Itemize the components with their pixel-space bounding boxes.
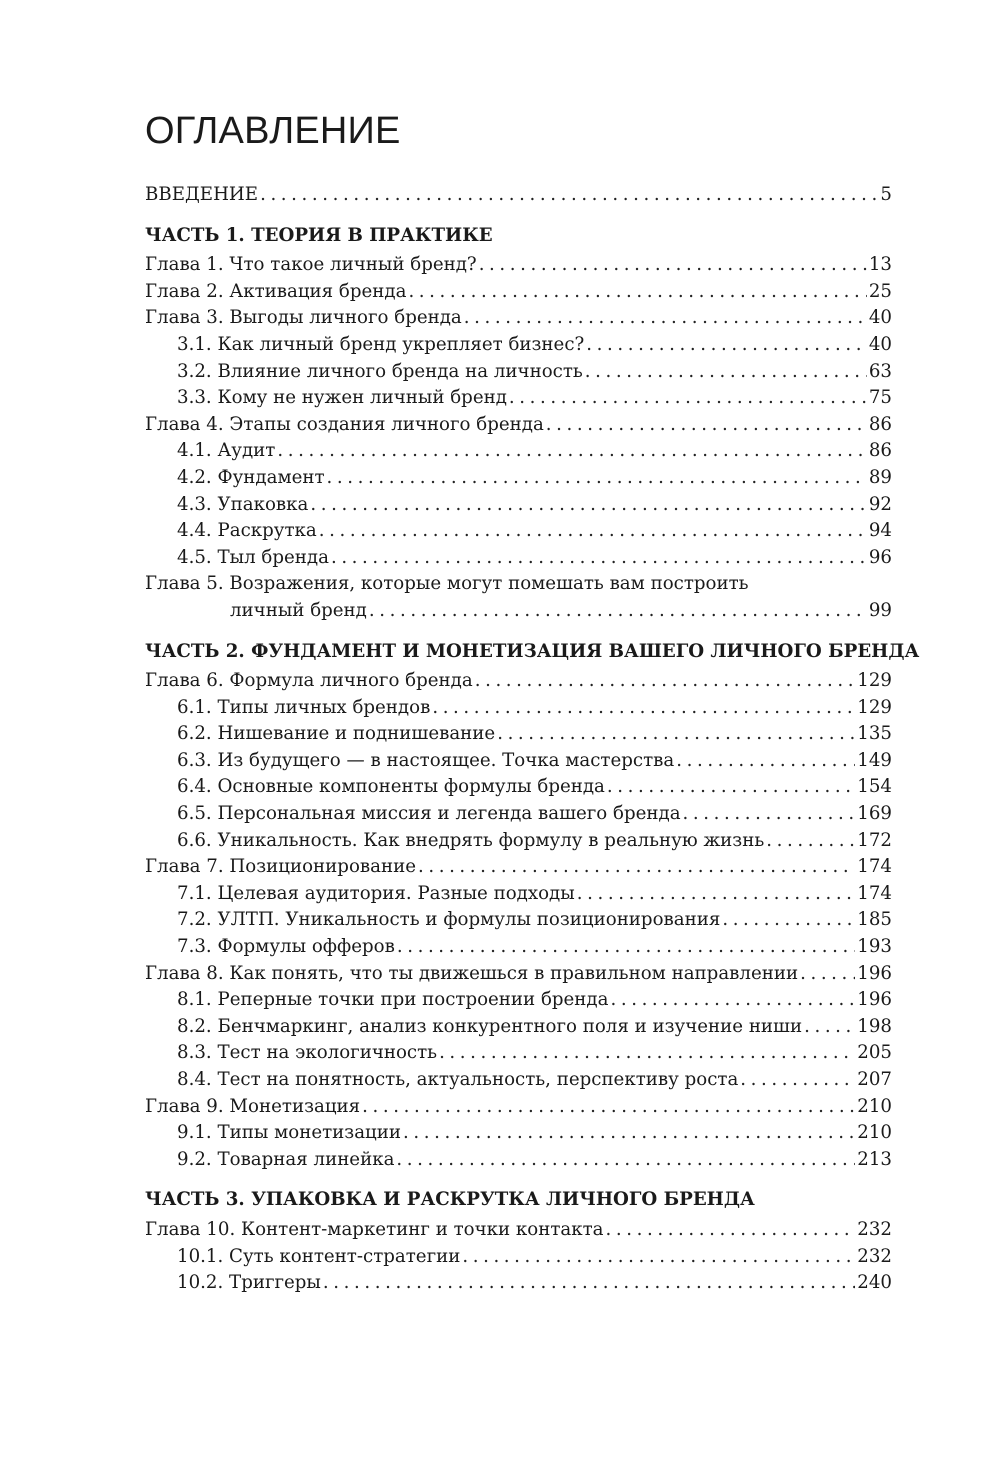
toc-entry-label: 6.6. Уникальность. Как внедрять формулу в реальную жизнь — [177, 829, 765, 851]
toc-entry-page: 5 — [880, 184, 892, 205]
toc-subentry[interactable] — [145, 934, 892, 961]
toc-entry-page: 210 — [857, 1122, 892, 1144]
toc-entry-page: 94 — [868, 520, 892, 542]
leader-dots — [462, 1244, 855, 1271]
toc-entry-page: 240 — [857, 1272, 892, 1294]
toc-entry-chapter5-line1[interactable]: Глава 5. Возражения, которые могут помешать вам построить — [145, 573, 749, 595]
leader-dots — [607, 774, 855, 801]
toc-subentry[interactable] — [145, 1067, 892, 1094]
page-title: ОГЛАВЛЕНИЕ — [145, 110, 401, 152]
toc-subentry[interactable] — [145, 907, 892, 934]
toc-entry-page: 232 — [857, 1245, 892, 1267]
toc-entry-label: Глава 8. Как понять, что ты движешься в правильном направлении — [145, 962, 799, 984]
toc-entry-page: 89 — [868, 466, 892, 488]
toc-entry-page: 210 — [857, 1095, 892, 1117]
toc-entry-label: Глава 10. Контент-маркетинг и точки контакта — [145, 1218, 604, 1240]
toc-entry-page: 174 — [857, 856, 892, 878]
leader-dots — [606, 1217, 856, 1244]
toc-entry-label: 7.3. Формулы офферов — [177, 936, 395, 958]
leader-dots — [331, 545, 867, 572]
toc-subentry[interactable] — [145, 438, 892, 465]
leader-dots — [323, 1270, 855, 1297]
toc-entry[interactable] — [145, 252, 892, 279]
leader-dots — [740, 1067, 855, 1094]
toc-entry[interactable] — [145, 854, 892, 881]
toc-entry-page: 172 — [857, 829, 892, 851]
leader-dots — [546, 412, 867, 439]
leader-dots — [327, 465, 867, 492]
toc-entry-label: 3.2. Влияние личного бренда на личность — [177, 360, 583, 382]
toc-entry-page: 185 — [857, 909, 892, 931]
leader-dots — [310, 492, 866, 519]
part-heading: ЧАСТЬ 3. УПАКОВКА И РАСКРУТКА ЛИЧНОГО БРЕНДА — [145, 1189, 755, 1211]
toc-entry-page: 196 — [857, 962, 892, 984]
toc-entry-page: 86 — [868, 440, 892, 462]
toc-entry[interactable] — [145, 1094, 892, 1121]
leader-dots — [683, 801, 856, 828]
leader-dots — [403, 1120, 855, 1147]
toc-entry-page: 198 — [857, 1015, 892, 1037]
toc-subentry[interactable] — [145, 801, 892, 828]
toc-subentry[interactable] — [145, 721, 892, 748]
toc-subentry[interactable] — [145, 1120, 892, 1147]
leader-dots — [800, 961, 855, 988]
leader-dots — [610, 987, 855, 1014]
toc-subentry[interactable] — [145, 1244, 892, 1271]
toc-entry-page: 193 — [857, 936, 892, 958]
leader-dots — [475, 668, 856, 695]
toc-subentry[interactable] — [145, 518, 892, 545]
leader-dots — [577, 881, 856, 908]
toc-subentry[interactable] — [145, 492, 892, 519]
leader-dots — [396, 1147, 855, 1174]
toc-entry-label: личный бренд — [230, 599, 367, 621]
table-of-contents — [145, 182, 920, 1297]
toc-entry-label: 8.1. Реперные точки при построении бренда — [177, 989, 609, 1011]
leader-dots — [585, 359, 867, 386]
toc-subentry[interactable] — [145, 385, 892, 412]
toc-entry[interactable] — [145, 305, 892, 332]
toc-entry-chapter5-line2[interactable] — [145, 598, 892, 625]
leader-dots — [676, 748, 855, 775]
toc-entry-page: 205 — [857, 1042, 892, 1064]
toc-entry-page: 213 — [857, 1148, 892, 1170]
toc-entry[interactable] — [145, 961, 892, 988]
toc-entry-label: 4.3. Упаковка — [177, 493, 309, 515]
toc-entry-label: 7.1. Целевая аудитория. Разные подходы — [177, 882, 575, 904]
leader-dots — [397, 934, 855, 961]
toc-entry-label: ВВЕДЕНИЕ — [145, 184, 259, 205]
toc-entry-page: 99 — [868, 599, 892, 621]
toc-subentry[interactable] — [145, 1040, 892, 1067]
toc-entry-label: 3.1. Как личный бренд укрепляет бизнес? — [177, 333, 585, 355]
toc-subentry[interactable] — [145, 465, 892, 492]
leader-dots — [766, 828, 855, 855]
leader-dots — [418, 854, 855, 881]
toc-entry-label: 6.1. Типы личных брендов — [177, 696, 431, 718]
toc-subentry[interactable] — [145, 1270, 892, 1297]
toc-entry-label: Глава 4. Этапы создания личного бренда — [145, 413, 544, 435]
leader-dots — [319, 518, 867, 545]
leader-dots — [432, 695, 855, 722]
toc-entry-page: 129 — [857, 670, 892, 692]
toc-entry-label: 10.1. Суть контент-стратегии — [177, 1245, 461, 1267]
toc-entry-label: Глава 7. Позиционирование — [145, 856, 416, 878]
toc-entry-page: 86 — [868, 413, 892, 435]
toc-entry[interactable] — [145, 1217, 892, 1244]
toc-entry-page: 135 — [857, 723, 892, 745]
toc-entry-label: Глава 1. Что такое личный бренд? — [145, 254, 477, 276]
toc-entry-label: Глава 3. Выгоды личного бренда — [145, 307, 462, 329]
leader-dots — [586, 332, 867, 359]
toc-entry-page: 92 — [868, 493, 892, 515]
leader-dots — [277, 438, 866, 465]
toc-entry-label: 8.2. Бенчмаркинг, анализ конкурентного поля и изучение ниши — [177, 1015, 803, 1037]
toc-entry-page: 40 — [868, 307, 892, 329]
toc-entry-page: 149 — [857, 749, 892, 771]
toc-entry-label: 10.2. Триггеры — [177, 1272, 321, 1294]
toc-subentry[interactable] — [145, 828, 892, 855]
toc-subentry[interactable] — [145, 987, 892, 1014]
leader-dots — [497, 721, 855, 748]
toc-entry-intro[interactable] — [145, 182, 892, 209]
leader-dots — [260, 182, 878, 209]
toc-subentry[interactable] — [145, 695, 892, 722]
toc-entry-label: 6.3. Из будущего — в настоящее. Точка мастерства — [177, 749, 675, 771]
toc-entry-label: 9.1. Типы монетизации — [177, 1122, 401, 1144]
toc-subentry[interactable] — [145, 332, 892, 359]
toc-entry-label: 9.2. Товарная линейка — [177, 1148, 395, 1170]
toc-entry-label: 4.1. Аудит — [177, 440, 276, 462]
toc-entry-label: 8.4. Тест на понятность, актуальность, перспективу роста — [177, 1069, 739, 1090]
leader-dots — [362, 1094, 855, 1121]
leader-dots — [439, 1040, 855, 1067]
toc-entry-page: 169 — [857, 803, 892, 825]
toc-entry-label: 4.2. Фундамент — [177, 466, 325, 488]
toc-subentry[interactable] — [145, 545, 892, 572]
toc-entry-label: Глава 9. Монетизация — [145, 1095, 361, 1117]
leader-dots — [464, 305, 867, 332]
toc-entry-label: 8.3. Тест на экологичность — [177, 1042, 438, 1064]
leader-dots — [509, 385, 867, 412]
toc-entry-page: 25 — [868, 280, 892, 302]
toc-entry[interactable] — [145, 668, 892, 695]
leader-dots — [722, 907, 855, 934]
toc-entry-label: 7.2. УЛТП. Уникальность и формулы позиционирования — [177, 909, 721, 931]
toc-entry-page: 13 — [868, 254, 892, 276]
toc-entry-page: 207 — [857, 1069, 892, 1090]
toc-entry-label: Глава 6. Формула личного бренда — [145, 670, 473, 692]
toc-entry-label: 4.4. Раскрутка — [177, 520, 317, 542]
toc-entry-page: 63 — [868, 360, 892, 382]
leader-dots — [408, 279, 866, 306]
toc-entry-label: 6.2. Нишевание и поднишевание — [177, 723, 496, 745]
toc-subentry[interactable] — [145, 774, 892, 801]
toc-entry-label: Глава 2. Активация бренда — [145, 280, 407, 302]
toc-entry-label: 6.4. Основные компоненты формулы бренда — [177, 776, 605, 798]
leader-dots — [479, 252, 867, 279]
part-heading: ЧАСТЬ 2. ФУНДАМЕНТ И МОНЕТИЗАЦИЯ ВАШЕГО ЛИЧНОГО БРЕНДА — [145, 640, 920, 662]
part-heading: ЧАСТЬ 1. ТЕОРИЯ В ПРАКТИКЕ — [145, 224, 493, 246]
toc-entry-page: 96 — [868, 546, 892, 568]
leader-dots — [804, 1014, 855, 1041]
toc-entry-page: 129 — [857, 696, 892, 718]
toc-subentry[interactable] — [145, 881, 892, 908]
toc-subentry[interactable] — [145, 359, 892, 386]
toc-entry-page: 196 — [857, 989, 892, 1011]
toc-subentry[interactable] — [145, 748, 892, 775]
toc-entry[interactable] — [145, 279, 892, 306]
toc-entry-label: 3.3. Кому не нужен личный бренд — [177, 387, 507, 409]
leader-dots — [369, 598, 867, 625]
toc-entry-page: 154 — [857, 776, 892, 798]
toc-entry[interactable] — [145, 412, 892, 439]
toc-entry-page: 174 — [857, 882, 892, 904]
toc-entry-page: 232 — [857, 1218, 892, 1240]
toc-entry-label: 6.5. Персональная миссия и легенда вашего бренда — [177, 803, 681, 825]
toc-entry-page: 40 — [868, 333, 892, 355]
toc-entry-page: 75 — [868, 387, 892, 409]
toc-subentry[interactable] — [145, 1014, 892, 1041]
toc-subentry[interactable] — [145, 1147, 892, 1174]
toc-entry-label: 4.5. Тыл бренда — [177, 546, 329, 568]
